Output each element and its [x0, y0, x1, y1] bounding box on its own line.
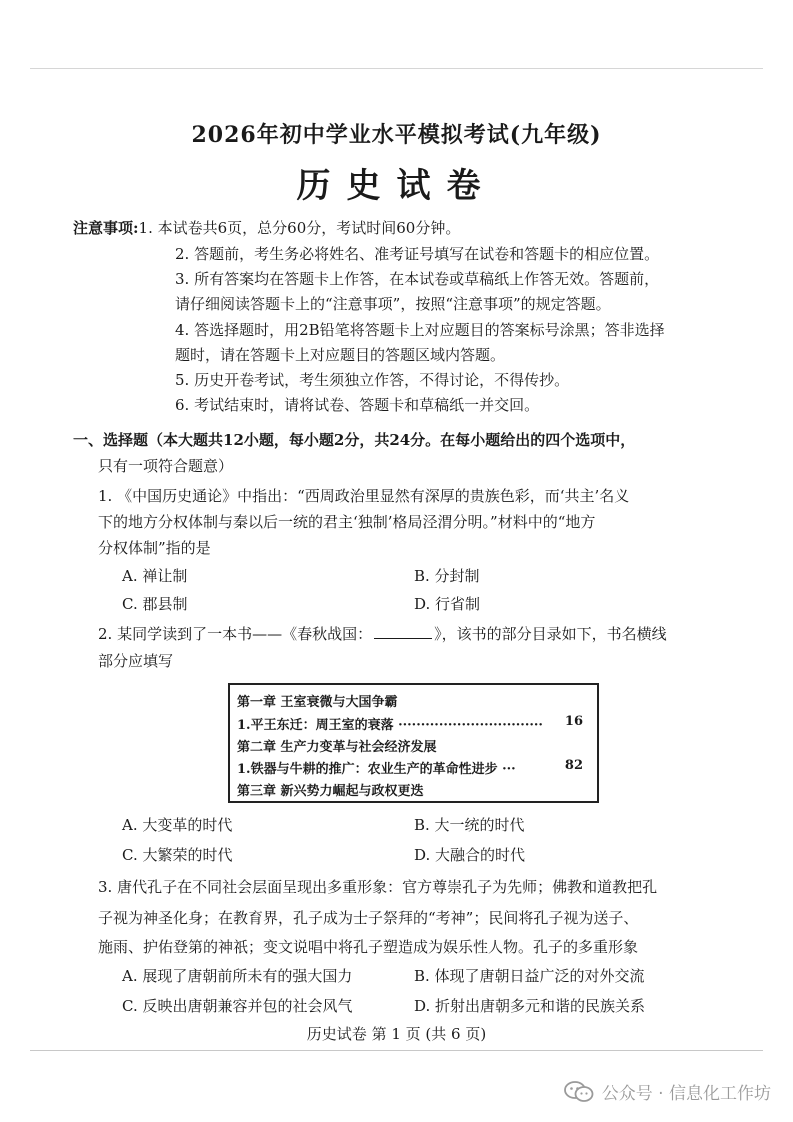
q2-stem-line-2: 部分应填写 — [98, 652, 174, 670]
notice-line-7: 5. 历史开卷考试，考生须独立作答，不得讨论，不得传抄。 — [175, 371, 570, 389]
notice-line-4: 请仔细阅读答题卡上的“注意事项”，按照“注意事项”的规定答题。 — [175, 295, 611, 313]
q3-option-a: A. 展现了唐朝前所未有的强大国力 — [122, 967, 353, 985]
q3-stem-line-2: 子视为神圣化身；在教育界，孔子成为士子祭拜的“考神”；民间将孔子视为送子、 — [98, 909, 639, 927]
notice-line-5: 4. 答选择题时，用2B铅笔将答题卡上对应题目的答案标号涂黑；答非选择 — [175, 321, 665, 339]
toc-entry: 第三章 新兴势力崛起与政权更迭 — [237, 784, 424, 799]
page-frame — [30, 68, 763, 1049]
notice-label: 注意事项: — [73, 219, 139, 237]
wechat-icon — [564, 1081, 594, 1103]
watermark — [564, 1079, 771, 1104]
answer-blank — [374, 624, 432, 639]
section-heading: 一、选择题（本大题共12小题，每小题2分，共24分。在每小题给出的四个选项中， — [73, 431, 636, 449]
toc-entry: 第一章 王室衰微与大国争霸 — [237, 695, 398, 710]
q1-stem-line-3: 分权体制”指的是 — [98, 539, 211, 557]
q3-option-d: D. 折射出唐朝多元和谐的民族关系 — [414, 997, 646, 1015]
toc-page-number: 82 — [564, 758, 583, 773]
notice-line-3: 3. 所有答案均在答题卡上作答，在本试卷或草稿纸上作答无效。答题前， — [175, 270, 660, 288]
q2-option-d: D. 大融合的时代 — [414, 846, 526, 864]
q2-option-b: B. 大一统的时代 — [414, 816, 525, 834]
q1-stem-line-2: 下的地方分权体制与秦以后一统的君主‘独制’格局泾渭分明。”材料中的“地方 — [98, 513, 596, 531]
q3-option-b: B. 体现了唐朝日益广泛的对外交流 — [414, 967, 645, 985]
q2-option-c: C. 大繁荣的时代 — [122, 846, 233, 864]
q3-stem-line-1: 3. 唐代孔子在不同社会层面呈现出多重形象：官方尊崇孔子为先师；佛教和道教把孔 — [98, 878, 658, 896]
toc-entry: 1.平王东迁：周王室的衰落 ································ 16 — [237, 714, 583, 733]
toc-entry: 第二章 生产力变革与社会经济发展 — [237, 740, 437, 755]
table-of-contents — [228, 683, 599, 803]
footer-divider — [30, 1050, 763, 1051]
q3-option-c: C. 反映出唐朝兼容并包的社会风气 — [122, 997, 353, 1015]
toc-page-number: 16 — [564, 714, 583, 729]
q1-option-d: D. 行省制 — [414, 595, 481, 613]
exam-title: 历史试卷 — [296, 166, 497, 206]
q2-option-a: A. 大变革的时代 — [122, 816, 233, 834]
notice-line-8: 6. 考试结束时，请将试卷、答题卡和草稿纸一并交回。 — [175, 396, 540, 414]
notice-line-1: 注意事项:1. 本试卷共6页，总分60分，考试时间60分钟。 — [73, 219, 461, 237]
exam-subtitle: 2026年初中学业水平模拟考试(九年级) — [191, 122, 602, 148]
toc-entry: 1.铁器与牛耕的推广：农业生产的革命性进步 ··· 82 — [237, 758, 583, 777]
page-footer: 历史试卷 第 1 页 (共 6 页) — [306, 1025, 487, 1043]
q1-option-a: A. 禅让制 — [122, 567, 188, 585]
q3-stem-line-3: 施雨、护佑登第的神祇；变文说唱中将孔子塑造成为娱乐性人物。孔子的多重形象 — [98, 938, 639, 956]
section-heading-cont: 只有一项符合题意） — [98, 457, 234, 475]
notice-line-2: 2. 答题前，考生务必将姓名、准考证号填写在试卷和答题卡的相应位置。 — [175, 245, 660, 263]
q1-stem-line-1: 1. 《中国历史通论》中指出：“西周政治里显然有深厚的贵族色彩，而‘共主’名义 — [98, 487, 630, 505]
q1-option-b: B. 分封制 — [414, 567, 480, 585]
q2-stem-line-1: 2. 某同学读到了一本书——《春秋战国： 》，该书的部分目录如下，书名横线 — [98, 625, 667, 643]
q1-option-c: C. 郡县制 — [122, 595, 188, 613]
watermark-text: 公众号 · 信息化工作坊 — [601, 1084, 771, 1104]
notice-line-6: 题时，请在答题卡上对应题目的答题区域内答题。 — [175, 346, 506, 364]
